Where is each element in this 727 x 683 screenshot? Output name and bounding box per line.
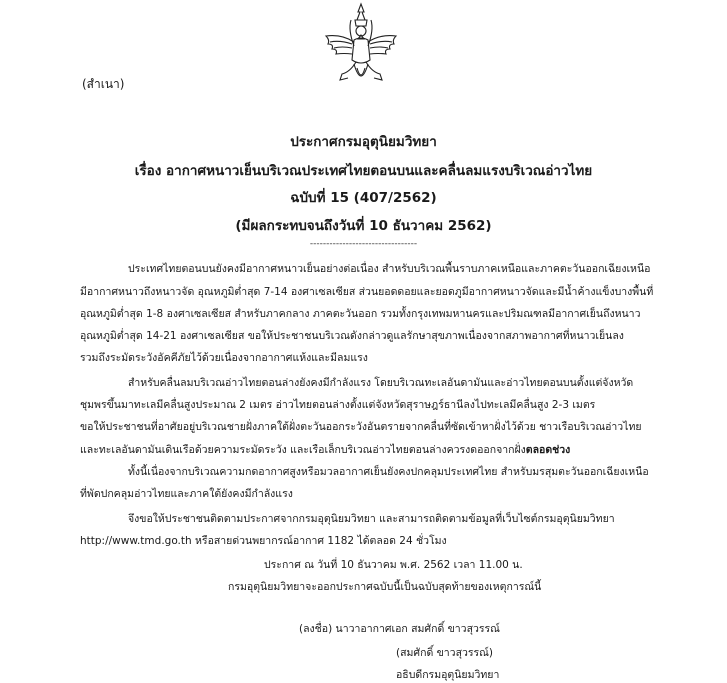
para1-line-1: ประเทศไทยตอนบนยังคงมีอากาศหนาวเย็นอย่างต่อเนื่อง สำหรับบริเวณพื้นราบภาคเหนือและภาคตะวันออกเฉียงเหนือ [128,263,651,275]
para2-line-3: ขอให้ประชาชนที่อาศัยอยู่บริเวณชายฝั่งภาคใต้ฝั่งตะวันออกระวังอันตรายจากคลื่นที่ซัดเข้าหาฝั่งไว้ด้วย ชาวเรือบริเวณอ่าวไทย [80,421,642,433]
para4-line-2: http://www.tmd.go.th หรือสายด่วนพยากรณ์อากาศ 1182 ได้ตลอด 24 ชั่วโมง [80,535,447,547]
para2-line-4-text: และทะเลอันดามันเดินเรือด้วยความระมัดระวัง และเรือเล็กบริเวณอ่าวไทยตอนล่างควรงดออกจากฝั่ง [80,444,526,456]
announcement-subject: เรื่อง อากาศหนาวเย็นบริเวณประเทศไทยตอนบนและคลื่นลมแรงบริเวณอ่าวไทย [134,163,593,179]
announcement-date: ประกาศ ณ วันที่ 10 ธันวาคม พ.ศ. 2562 เวลา 11.00 น. [264,559,523,571]
para2-line-1: สำหรับคลื่นลมบริเวณอ่าวไทยตอนล่างยังคงมีกำลังแรง โดยบริเวณทะเลอันดามันและอ่าวไทยตอนบนตั้งแต่จังหวัด [128,377,634,389]
para2-line-4 [80,443,570,457]
garuda-emblem [318,2,404,92]
issue-number: ฉบับที่ 15 (407/2562) [290,190,437,206]
signatory-name: (สมศักดิ์ ขาวสุวรรณ์) [396,647,493,659]
para1-line-3: อุณหภูมิต่ำสุด 1-8 องศาเซลเซียส สำหรับภาคกลาง ภาคตะวันออก รวมทั้งกรุงเทพมหานครและปริมณฑลมีอากาศเย็นถึงหนาว [80,308,641,320]
para3-line-2: ที่พัดปกคลุมอ่าวไทยและภาคใต้ยังคงมีกำลังแรง [80,488,293,500]
para2-line-4-emphasis: ตลอดช่วง [525,444,571,456]
effective-date: (มีผลกระทบจนถึงวันที่ 10 ธันวาคม 2562) [235,218,492,234]
signatory-position: อธิบดีกรมอุตุนิยมวิทยา [396,669,500,681]
para1-line-2: มีอากาศหนาวถึงหนาวจัด อุณหภูมิต่ำสุด 7-14 องศาเซลเซียส ส่วนยอดดอยและยอดภูมีอากาศหนาวจัดและมีน้ำค้างแข็งบางพื้นที่ [80,286,654,298]
header-divider: --------------------------------- [309,239,418,249]
copy-mark: (สำเนา) [82,77,125,91]
announcement-title: ประกาศกรมอุตุนิยมวิทยา [290,134,437,150]
para1-line-5: รวมถึงระมัดระวังอัคคีภัยไว้ด้วยเนื่องจากอากาศแห้งและมีลมแรง [80,352,368,364]
final-announcement-note: กรมอุตุนิยมวิทยาจะออกประกาศฉบับนี้เป็นฉบับสุดท้ายของเหตุการณ์นี้ [228,581,542,593]
para2-line-2: ชุมพรขึ้นมาทะเลมีคลื่นสูงประมาณ 2 เมตร อ่าวไทยตอนล่างตั้งแต่จังหวัดสุราษฎร์ธานีลงไปทะเลมีคลื่นสูง 2-3 เมตร [80,399,596,411]
para3-line-1: ทั้งนี้เนื่องจากบริเวณความกดอากาศสูงหรือมวลอากาศเย็นยังคงปกคลุมประเทศไทย สำหรับมรสุมตะวันออกเฉียงเหนือ [128,466,649,478]
para4-line-1: จึงขอให้ประชาชนติดตามประกาศจากกรมอุตุนิยมวิทยา และสามารถติดตามข้อมูลที่เว็บไซต์กรมอุตุนิยมวิทยา [128,513,615,525]
para1-line-4: อุณหภูมิต่ำสุด 14-21 องศาเซลเซียส ขอให้ประชาชนบริเวณดังกล่าวดูแลรักษาสุขภาพเนื่องจากสภาพอากาศที่หนาวเย็นลง [80,330,624,342]
signature-line: (ลงชื่อ) นาวาอากาศเอก สมศักดิ์ ขาวสุวรรณ์ [299,623,500,635]
